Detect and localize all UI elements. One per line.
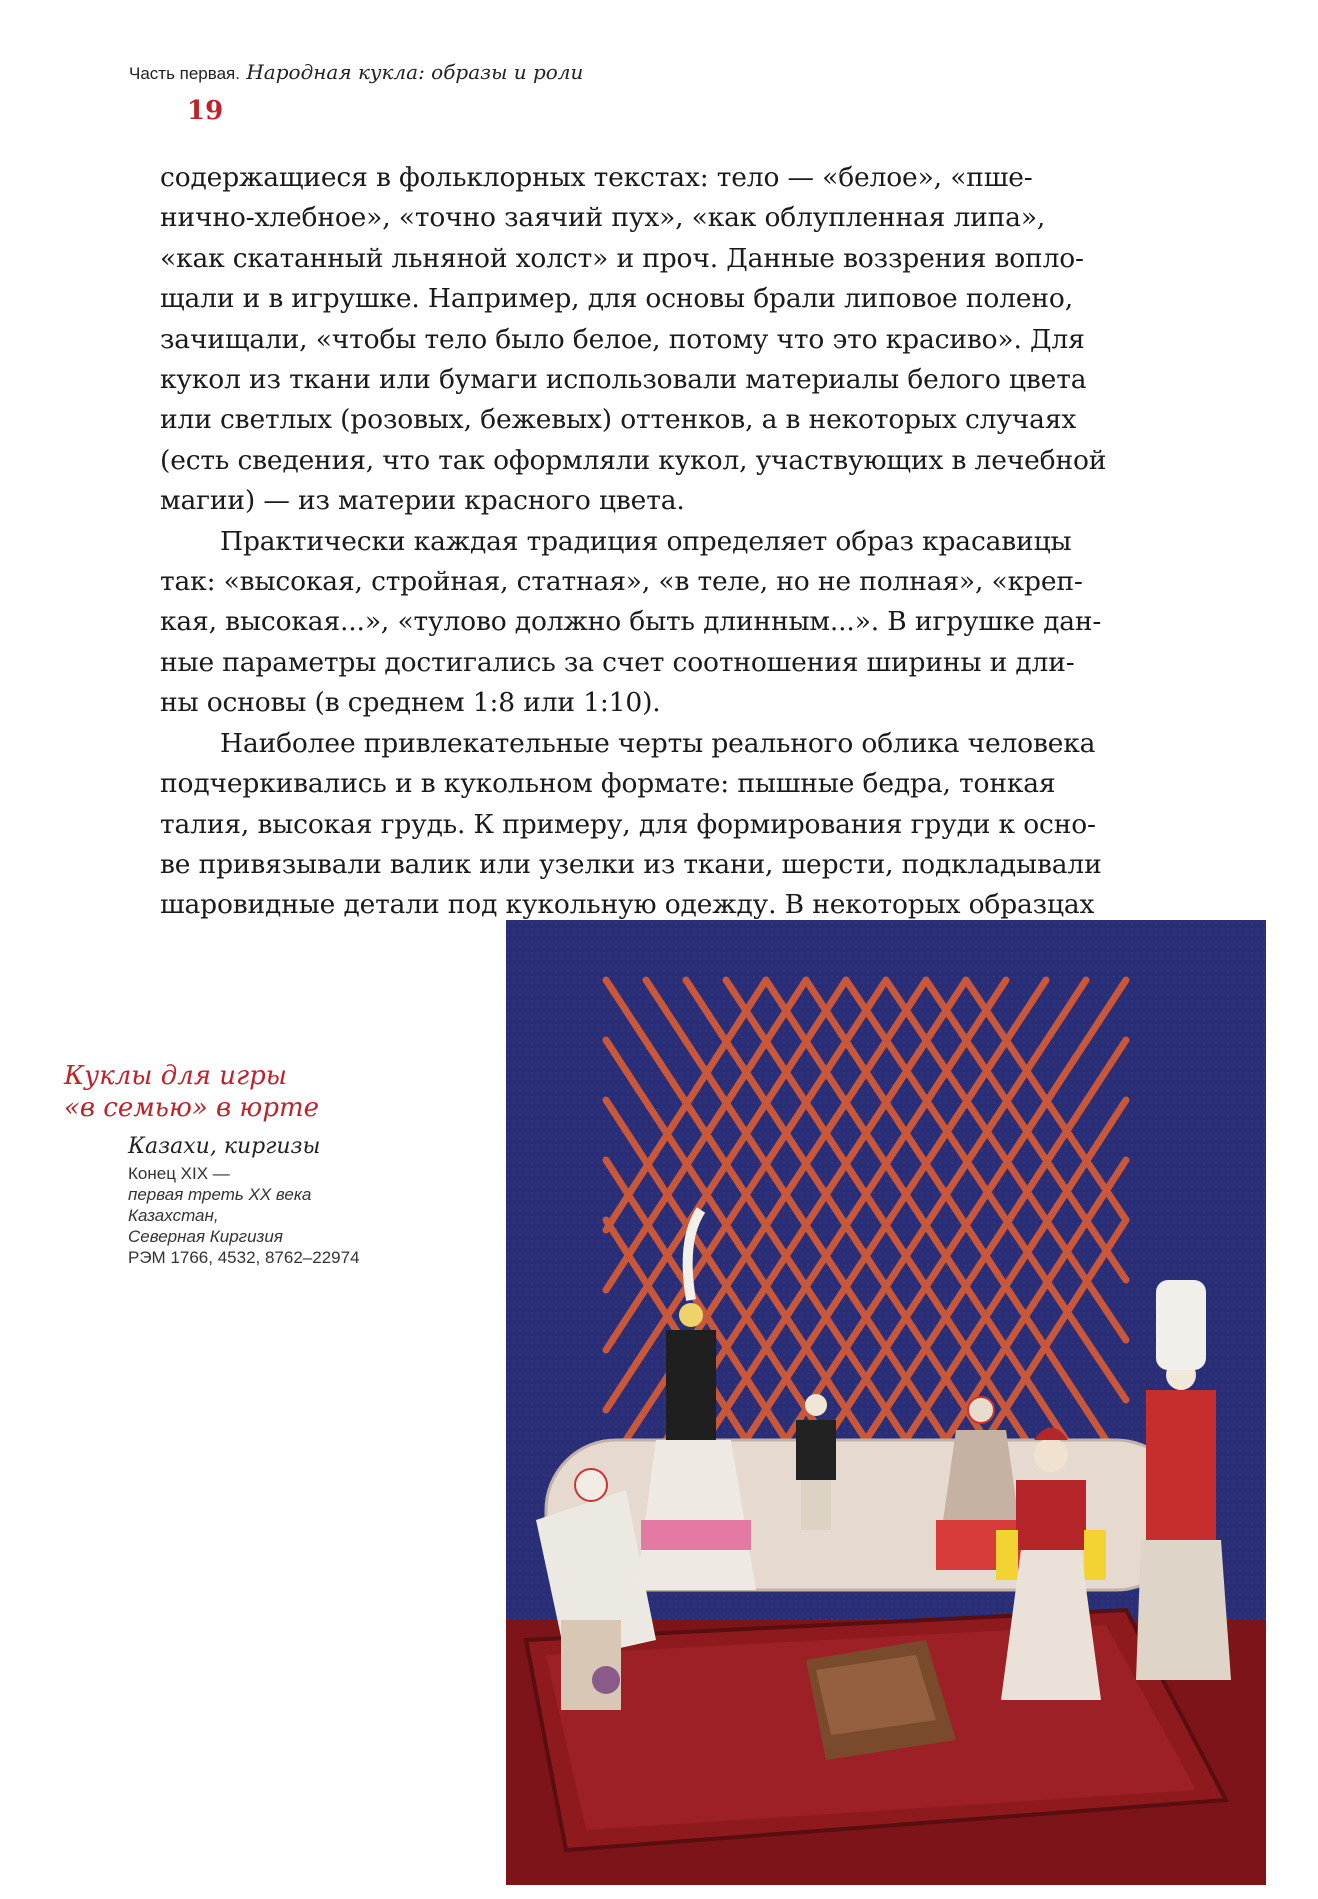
text-line: содержащиеся в фольклорных текстах: тело — «белое», «пше-: [160, 162, 1033, 193]
text-line: Практически каждая традиция определяет образ красавицы: [220, 525, 1072, 557]
doll-photograph: [506, 920, 1266, 1885]
running-header-part: Часть первая.: [129, 64, 240, 83]
paragraph-1: [160, 158, 1158, 522]
text-line: ны основы (в среднем 1:8 или 1:10).: [160, 687, 661, 719]
running-header: [129, 60, 583, 84]
caption-title-line: Куклы для игры: [64, 1061, 287, 1091]
text-line: шаровидные детали под кукольную одежду. В некоторых образцах: [160, 889, 1095, 921]
caption-title-line: «в семью» в юрте: [64, 1093, 319, 1123]
text-line: щали и в игрушке. Например, для основы брали липовое полено,: [160, 283, 1073, 315]
text-line: (есть сведения, что так оформляли кукол, участвующих в лечебной: [160, 444, 1107, 476]
text-line: «как скатанный льняной холст» и проч. Данные воззрения вопло-: [160, 242, 1084, 274]
paragraph-3: [160, 724, 1158, 926]
text-line: кая, высокая...», «тулово должно быть длинным...». В игрушке дан-: [160, 606, 1102, 638]
caption-title: [64, 1060, 444, 1124]
caption-meta: [128, 1163, 444, 1268]
text-line: ве привязывали валик или узелки из ткани, шерсти, подкладывали: [160, 848, 1102, 880]
text-line: талия, высокая грудь. К примеру, для формирования груди к осно-: [160, 808, 1096, 840]
photo-illustration: [506, 920, 1266, 1885]
text-line: подчеркивались и в кукольном формате: пышные бедра, тонкая: [160, 768, 1056, 800]
figure-caption: [64, 1060, 444, 1268]
text-line: кукол из ткани или бумаги использовали материалы белого цвета: [160, 364, 1087, 396]
caption-place: Казахстан,: [128, 1206, 219, 1225]
text-line: так: «высокая, стройная, статная», «в теле, но не полная», «креп-: [160, 566, 1083, 598]
caption-inventory: РЭМ 1766, 4532, 8762–22974: [128, 1248, 360, 1267]
text-line: нично-хлебное», «точно заячий пух», «как облупленная липа»,: [160, 202, 1046, 234]
text-line: или светлых (розовых, бежевых) оттенков, а в некоторых случаях: [160, 404, 1077, 436]
paragraph-2: [160, 522, 1158, 724]
running-header-title: Народная кукла: образы и роли: [246, 60, 584, 84]
body-text: [160, 158, 1158, 926]
text-line: ные параметры достигались за счет соотношения ширины и дли-: [160, 646, 1075, 678]
caption-date: первая треть XX века: [128, 1185, 312, 1204]
text-line: Наиболее привлекательные черты реального облика человека: [220, 727, 1096, 759]
caption-date: Конец XIX —: [128, 1164, 230, 1183]
caption-people: Казахи, киргизы: [128, 1134, 321, 1159]
caption-place: Северная Киргизия: [128, 1227, 283, 1246]
page-number: 19: [187, 96, 224, 126]
text-line: зачищали, «чтобы тело было белое, потому что это красиво». Для: [160, 323, 1085, 355]
text-line: магии) — из материи красного цвета.: [160, 485, 685, 517]
